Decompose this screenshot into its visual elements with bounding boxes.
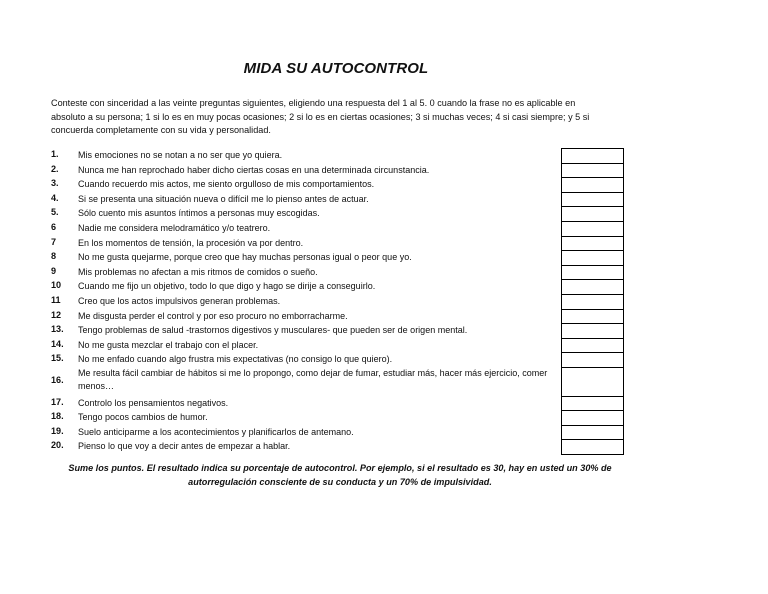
question-number: 9: [51, 265, 57, 276]
question-number: 19.: [51, 425, 64, 436]
question-row: [51, 279, 626, 294]
question-number: 13.: [51, 324, 64, 335]
question-number: 3.: [51, 178, 59, 189]
question-text: No me gusta mezclar el trabajo con el placer.: [78, 339, 259, 350]
answer-box[interactable]: [561, 221, 624, 237]
question-text: Mis problemas no afectan a mis ritmos de comidos o sueño.: [78, 266, 318, 277]
question-row: [51, 265, 626, 280]
question-row: [51, 250, 626, 265]
question-number: 15.: [51, 353, 64, 364]
question-text: Nunca me han reprochado haber dicho ciertas cosas en una determinada circunstancia.: [78, 164, 430, 175]
question-text: No me enfado cuando algo frustra mis expectativas (no consigo lo que quiero).: [78, 354, 393, 365]
question-row: [51, 323, 626, 338]
question-number: 7: [51, 236, 57, 247]
instructions-paragraph: Conteste con sinceridad a las veinte preguntas siguientes, eligiendo una respuesta del 1 al 5. 0 cuando la frase no es aplicable en absoluto a su persona; 1 si lo es en muy pocas ocasiones; 2 si lo es en ciertas ocasiones; 3 si muchas veces; 4 si casi siempre; y 5 si concuerda completamente con su vida y personalidad.: [51, 98, 590, 136]
page-title: MIDA SU AUTOCONTROL: [243, 60, 429, 77]
answer-box[interactable]: [561, 352, 624, 368]
question-text: Pienso lo que voy a decir antes de empezar a hablar.: [78, 441, 291, 452]
question-row: [51, 367, 626, 396]
answer-box[interactable]: [561, 163, 624, 179]
question-row: [51, 177, 626, 192]
answer-box[interactable]: [561, 148, 624, 164]
question-row: [51, 206, 626, 221]
question-text: Nadie me considera melodramático y/o teatrero.: [78, 222, 271, 233]
question-row: [51, 410, 626, 425]
question-number: 6: [51, 221, 57, 232]
question-text: Mis emociones no se notan a no ser que yo quiera.: [78, 150, 283, 160]
question-row: [51, 309, 626, 324]
question-number: 2.: [51, 163, 59, 174]
question-number: 16.: [51, 374, 64, 385]
question-number: 1.: [51, 149, 59, 159]
question-text: Me disgusta perder el control y por eso procuro no emborracharme.: [78, 310, 348, 321]
question-text: Sólo cuento mis asuntos íntimos a personas muy escogidas.: [78, 208, 320, 219]
answer-box[interactable]: [561, 250, 624, 266]
answer-box[interactable]: [561, 396, 624, 412]
questions-list: [51, 148, 626, 454]
question-number: 18.: [51, 411, 64, 422]
answer-box[interactable]: [561, 338, 624, 354]
question-row: [51, 425, 626, 440]
question-number: 14.: [51, 338, 64, 349]
answer-box[interactable]: [561, 206, 624, 222]
question-text: Suelo anticiparme a los acontecimientos y planificarlos de antemano.: [78, 426, 354, 437]
question-row: [51, 352, 626, 367]
answer-box[interactable]: [561, 279, 624, 295]
question-number: 11: [51, 294, 61, 305]
answer-box[interactable]: [561, 425, 624, 441]
answer-box[interactable]: [561, 177, 624, 193]
question-row: [51, 192, 626, 207]
answer-box[interactable]: [561, 265, 624, 281]
question-text: Controlo los pensamientos negativos.: [78, 397, 229, 408]
question-text: Tengo pocos cambios de humor.: [78, 412, 208, 423]
question-row: [51, 396, 626, 411]
question-text: Cuando recuerdo mis actos, me siento orgulloso de mis comportamientos.: [78, 179, 375, 190]
question-row: [51, 221, 626, 236]
question-text: En los momentos de tensión, la procesión va por dentro.: [78, 237, 304, 248]
question-row: [51, 294, 626, 309]
answer-box[interactable]: [561, 294, 624, 310]
question-row: [51, 163, 626, 178]
answer-box[interactable]: [561, 367, 624, 397]
question-row: [51, 148, 626, 163]
question-text: Me resulta fácil cambiar de hábitos si me lo propongo, como dejar de fumar, estudiar más, hacer más ejercicio, comer menos…: [78, 367, 548, 391]
question-text: Cuando me fijo un objetivo, todo lo que digo y hago se dirije a conseguirlo.: [78, 281, 376, 292]
question-text: Tengo problemas de salud -trastornos digestivos y musculares- que pueden ser de origen mental.: [78, 325, 468, 336]
question-text: Si se presenta una situación nueva o difícil me lo pienso antes de actuar.: [78, 193, 369, 204]
answer-box[interactable]: [561, 236, 624, 252]
answer-box[interactable]: [561, 323, 624, 339]
scoring-note: Sume los puntos. El resultado indica su porcentaje de autocontrol. Por ejemplo, si el resultado es 30, hay en usted un 30% de autorregulación consciente de su conducta y un 70% de impulsividad.: [68, 463, 612, 487]
answer-box[interactable]: [561, 439, 624, 455]
question-row: [51, 439, 626, 454]
answer-box[interactable]: [561, 309, 624, 325]
question-number: 20.: [51, 440, 64, 451]
question-number: 8: [51, 251, 57, 262]
answer-box[interactable]: [561, 410, 624, 426]
question-number: 10: [51, 280, 62, 291]
question-row: [51, 236, 626, 251]
question-row: [51, 338, 626, 353]
question-text: No me gusta quejarme, porque creo que hay muchas personas igual o peor que yo.: [78, 252, 412, 263]
question-number: 12: [51, 309, 62, 320]
question-text: Creo que los actos impulsivos generan problemas.: [78, 295, 281, 306]
answer-box[interactable]: [561, 192, 624, 208]
question-number: 5.: [51, 207, 59, 218]
question-number: 17.: [51, 396, 64, 407]
question-number: 4.: [51, 192, 59, 203]
